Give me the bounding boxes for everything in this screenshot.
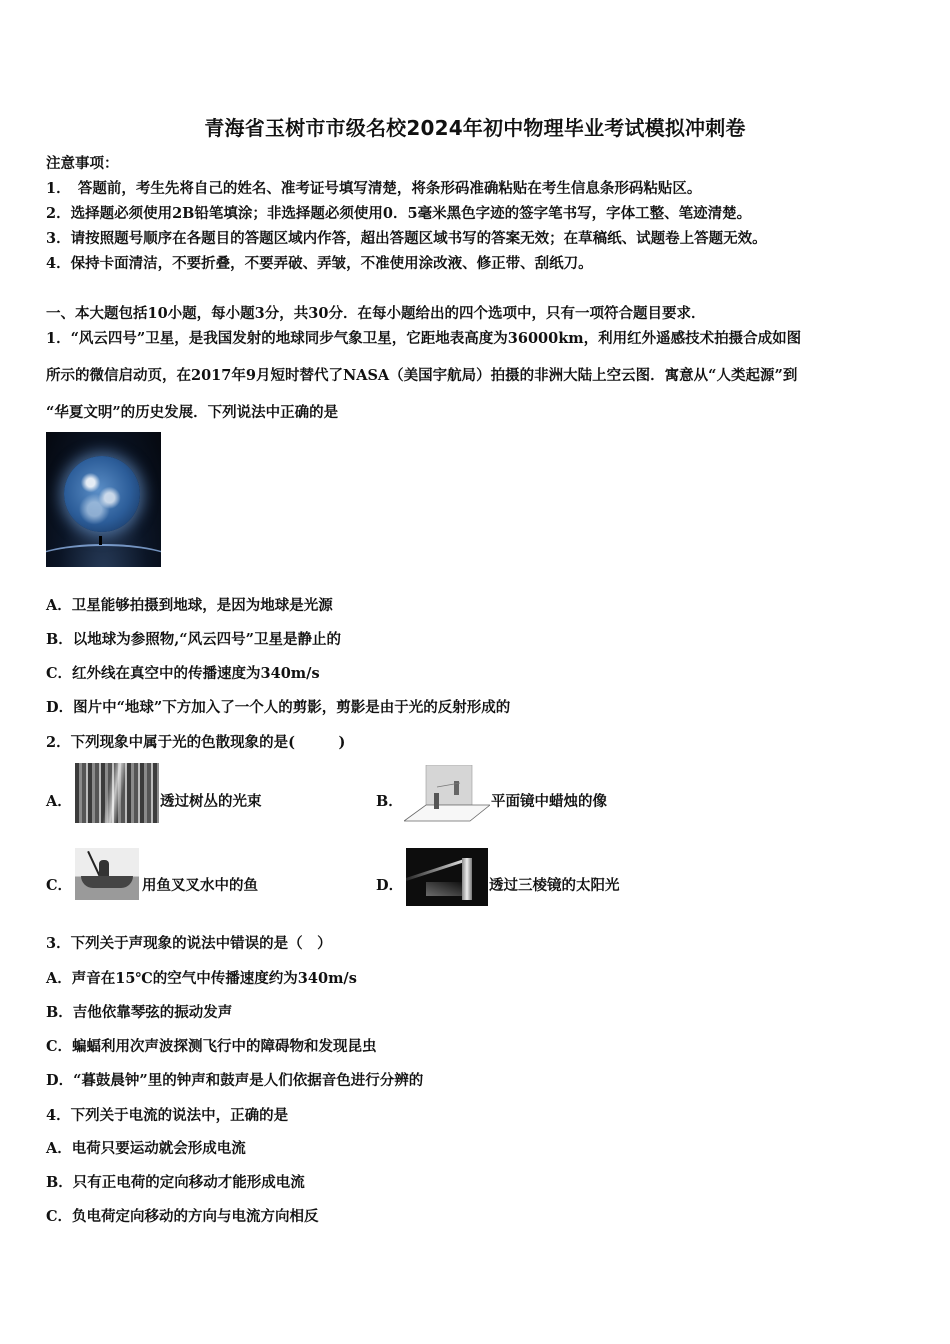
dispersed-light xyxy=(426,882,466,896)
trees-light-image xyxy=(75,763,159,823)
earth-image xyxy=(46,432,161,567)
notice-item-1: 1． 答题前，考生先将自己的姓名、准考证号填写清楚，将条形码准确粘贴在考生信息条形码粘贴区。 xyxy=(46,180,702,197)
fishing-image xyxy=(75,848,139,900)
q3-option-c: C．蝙蝠利用次声波探测飞行中的障碍物和发现昆虫 xyxy=(46,1038,377,1055)
q1-option-c: C．红外线在真空中的传播速度为340m/s xyxy=(46,665,320,682)
q2-option-a-text: 透过树丛的光束 xyxy=(160,793,262,810)
q4-option-c: C．负电荷定向移动的方向与电流方向相反 xyxy=(46,1208,319,1225)
q2-option-b-text: 平面镜中蜡烛的像 xyxy=(491,793,607,810)
q4-option-b: B．只有正电荷的定向移动才能形成电流 xyxy=(46,1174,305,1191)
q1-option-d: D．图片中“地球”下方加入了一个人的剪影，剪影是由于光的反射形成的 xyxy=(46,699,511,716)
q2-option-c-letter: C． xyxy=(46,877,73,894)
q1-option-b: B．以地球为参照物,“风云四号”卫星是静止的 xyxy=(46,631,341,648)
q3-option-d: D．“暮鼓晨钟”里的钟声和鼓声是人们依据音色进行分辨的 xyxy=(46,1072,424,1089)
q1-option-a: A．卫星能够拍摄到地球，是因为地球是光源 xyxy=(46,597,333,614)
q2-option-d-letter: D． xyxy=(376,877,404,894)
q2-stem: 2．下列现象中属于光的色散现象的是( ) xyxy=(46,734,346,751)
page-title: 青海省玉树市市级名校2024年初中物理毕业考试模拟冲刺卷 xyxy=(204,116,746,140)
mirror-candle-image xyxy=(404,765,490,823)
notice-item-3: 3．请按照题号顺序在各题目的答题区域内作答，超出答题区域书写的答案无效；在草稿纸、试题卷上答题无效。 xyxy=(46,230,767,247)
q3-option-b: B．吉他依靠琴弦的振动发声 xyxy=(46,1004,233,1021)
person-silhouette xyxy=(99,536,102,545)
section-heading: 一、本大题包括10小题，每小题3分，共30分．在每小题给出的四个选项中，只有一项符合题目要求． xyxy=(46,305,706,322)
fisherman-shape xyxy=(99,860,109,876)
q2-option-d-text: 透过三棱镜的太阳光 xyxy=(489,877,620,894)
q4-option-a: A．电荷只要运动就会形成电流 xyxy=(46,1140,246,1157)
q4-stem: 4．下列关于电流的说法中，正确的是 xyxy=(46,1107,289,1124)
prism-glass xyxy=(462,858,472,900)
q3-stem: 3．下列关于声现象的说法中错误的是（ ） xyxy=(46,935,332,952)
prism-image xyxy=(406,848,488,906)
q3-option-a: A．声音在15℃的空气中传播速度约为340m/s xyxy=(46,970,357,987)
q1-stem-line-1: 1．“风云四号”卫星，是我国发射的地球同步气象卫星，它距地表高度为36000km，利用红外遥感技术拍摄合成如图 xyxy=(46,330,802,347)
globe-shape xyxy=(64,456,140,532)
notice-item-4: 4．保持卡面清洁，不要折叠，不要弄破、弄皱，不准使用涂改液、修正带、刮纸刀。 xyxy=(46,255,593,272)
light-beam xyxy=(406,860,464,881)
boat-shape xyxy=(81,876,133,888)
notice-item-2: 2．选择题必须使用2B铅笔填涂；非选择题必须使用0．5毫米黑色字迹的签字笔书写，字体工整、笔迹清楚。 xyxy=(46,205,752,222)
q2-option-c-text: 用鱼叉叉水中的鱼 xyxy=(142,877,258,894)
q2-option-b-letter: B． xyxy=(376,793,403,810)
horizon-arc xyxy=(46,544,161,567)
q2-option-a-letter: A． xyxy=(46,793,72,810)
q1-stem-line-3: “华夏文明”的历史发展．下列说法中正确的是 xyxy=(46,404,339,421)
q1-stem-line-2: 所示的微信启动页，在2017年9月短时替代了NASA（美国宇航局）拍摄的非洲大陆上空云图．寓意从“人类起源”到 xyxy=(46,367,798,384)
notice-heading: 注意事项： xyxy=(46,155,119,172)
